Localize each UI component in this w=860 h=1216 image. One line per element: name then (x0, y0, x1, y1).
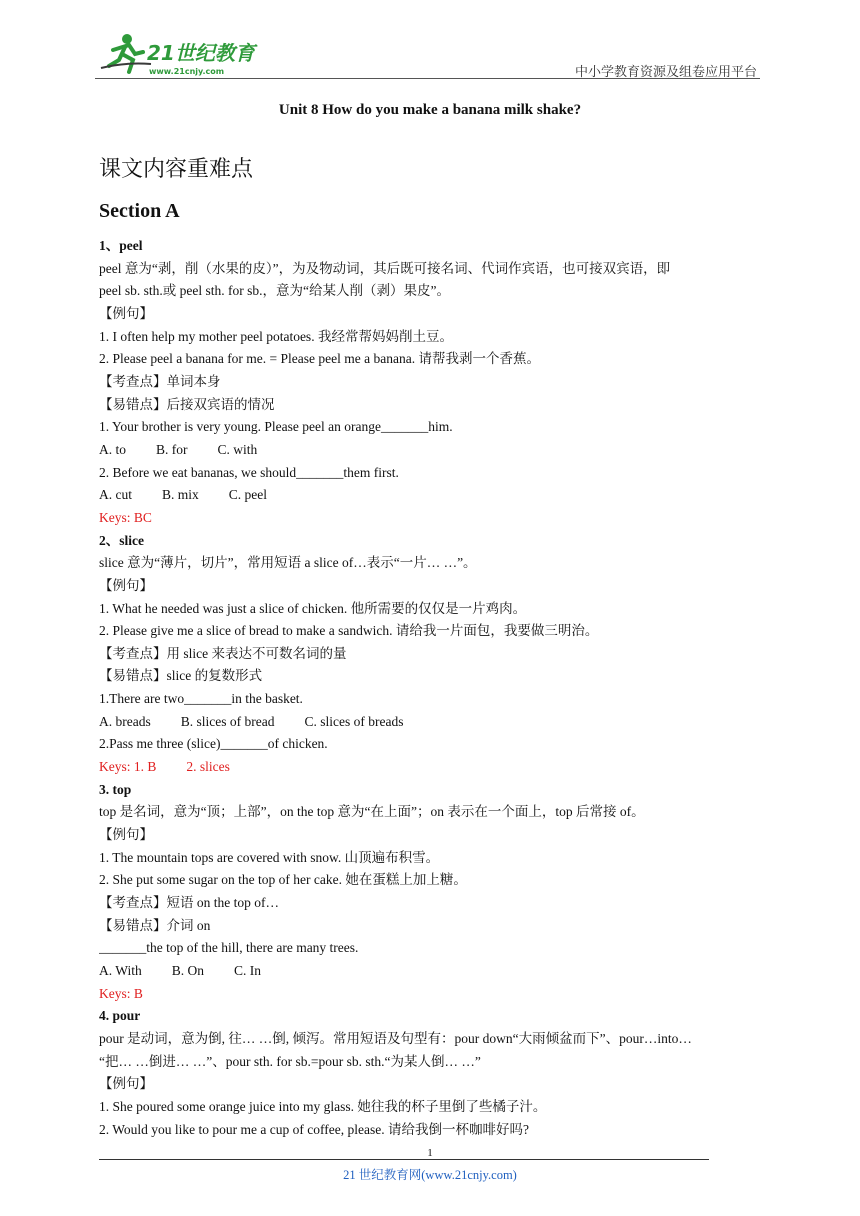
vocab-heading: 4. pour (99, 1008, 141, 1024)
text-line: 1. Your brother is very young. Please peel an orange_______him. (99, 419, 453, 435)
text-line: 1.There are two_______in the basket. (99, 691, 303, 707)
option: 2. slices (186, 759, 230, 775)
option: C. with (217, 441, 258, 457)
text-line: 1. I often help my mother peel potatoes. 我经常帮妈妈削土豆。 (99, 328, 453, 344)
text-line: 2. Please peel a banana for me. = Please peel me a banana. 请帮我剥一个香蕉。 (99, 351, 540, 367)
text-line: “把… …倒进… …”、pour sth. for sb.=pour sb. sth.“为某人倒… …” (99, 1053, 481, 1069)
option: A. With (99, 963, 142, 978)
text-line: pour 是动词，意为倒, 往… …倒, 倾泻。常用短语及句型有：pour down“大雨倾盆而下”、pour…into… (99, 1030, 692, 1046)
text-line: 2. She put some sugar on the top of her cake. 她在蛋糕上加上糖。 (99, 872, 467, 888)
footer-site-link[interactable]: 21 世纪教育网(www.21cnjy.com) (343, 1168, 517, 1182)
option: A. cut (99, 487, 132, 503)
option: B. mix (162, 487, 199, 503)
text-line: slice 意为“薄片，切片”，常用短语 a slice of…表示“一片… …”。 (99, 555, 477, 571)
text-line: 【例句】 (99, 305, 153, 321)
vocab-heading: 1、peel (99, 238, 143, 253)
options-line (99, 439, 764, 462)
text-line: peel sb. sth.或 peel sth. for sb.，意为“给某人削（剥）果皮”。 (99, 283, 450, 299)
logo (95, 30, 265, 78)
header-platform-text: 中小学教育资源及组卷应用平台 (574, 64, 757, 79)
text-line: 【例句】 (99, 827, 153, 843)
document-title: Unit 8 How do you make a banana milk shake? (278, 102, 582, 118)
document-body (99, 235, 764, 1141)
option: C. peel (228, 487, 268, 503)
text-line: 【考查点】短语 on the top of… (99, 895, 279, 911)
answer-key: Keys: BC (99, 509, 152, 525)
answer-key: Keys: B (99, 985, 143, 1001)
logo-url: www.21cnjy.com (149, 67, 225, 76)
option: A. to (99, 441, 126, 457)
section-heading: Section A (99, 200, 180, 222)
option: C. In (233, 963, 261, 978)
main-heading: 课文内容重难点 (99, 156, 254, 181)
option: C. slices of breads (304, 713, 404, 729)
page-header (95, 30, 760, 80)
options-line (99, 960, 764, 983)
text-line: peel 意为“剥，削（水果的皮）”，为及物动词，其后既可接名词、代词作宾语，也可接双宾语，即 (99, 260, 671, 276)
option: B. slices of bread (180, 713, 275, 729)
options-line (99, 711, 764, 734)
text-line: 1. The mountain tops are covered with snow. 山顶遍布积雪。 (99, 849, 440, 865)
vocab-heading: 3. top (99, 781, 132, 797)
text-line: 【考查点】单词本身 (99, 373, 221, 389)
option: B. On (171, 963, 204, 978)
text-line: 2. Would you like to pour me a cup of coffee, please. 请给我倒一杯咖啡好吗? (99, 1121, 529, 1137)
text-line: 2. Please give me a slice of bread to make a sandwich. 请给我一片面包，我要做三明治。 (99, 623, 599, 639)
text-line: 【考查点】用 slice 来表达不可数名词的量 (99, 645, 347, 661)
footer-divider (99, 1159, 709, 1160)
options-line (99, 756, 764, 779)
options-line (99, 484, 764, 507)
text-line: 【例句】 (99, 577, 153, 593)
option: A. breads (99, 713, 151, 729)
runner-icon (101, 34, 151, 72)
page-number: 1 (427, 1147, 433, 1159)
text-line: 1. What he needed was just a slice of chicken. 他所需要的仅仅是一片鸡肉。 (99, 600, 527, 616)
option: Keys: 1. B (99, 759, 157, 775)
option: B. for (156, 441, 188, 457)
text-line: 1. She poured some orange juice into my glass. 她往我的杯子里倒了些橘子汁。 (99, 1098, 547, 1114)
text-line: 2. Before we eat bananas, we should_______them first. (99, 464, 399, 480)
text-line: 【易错点】slice 的复数形式 (99, 668, 263, 684)
text-line: 【易错点】后接双宾语的情况 (99, 396, 275, 412)
text-line: _______the top of the hill, there are many trees. (99, 940, 359, 956)
header-divider (95, 78, 760, 79)
text-line: 2.Pass me three (slice)_______of chicken. (99, 736, 328, 752)
logo-text: 21世纪教育 (147, 41, 255, 65)
vocab-heading: 2、slice (99, 532, 144, 548)
text-line: top 是名词，意为“顶；上部”，on the top 意为“在上面”；on 表示在一个面上，top 后常接 of。 (99, 804, 645, 820)
text-line: 【例句】 (99, 1076, 153, 1092)
text-line: 【易错点】介词 on (99, 917, 211, 933)
